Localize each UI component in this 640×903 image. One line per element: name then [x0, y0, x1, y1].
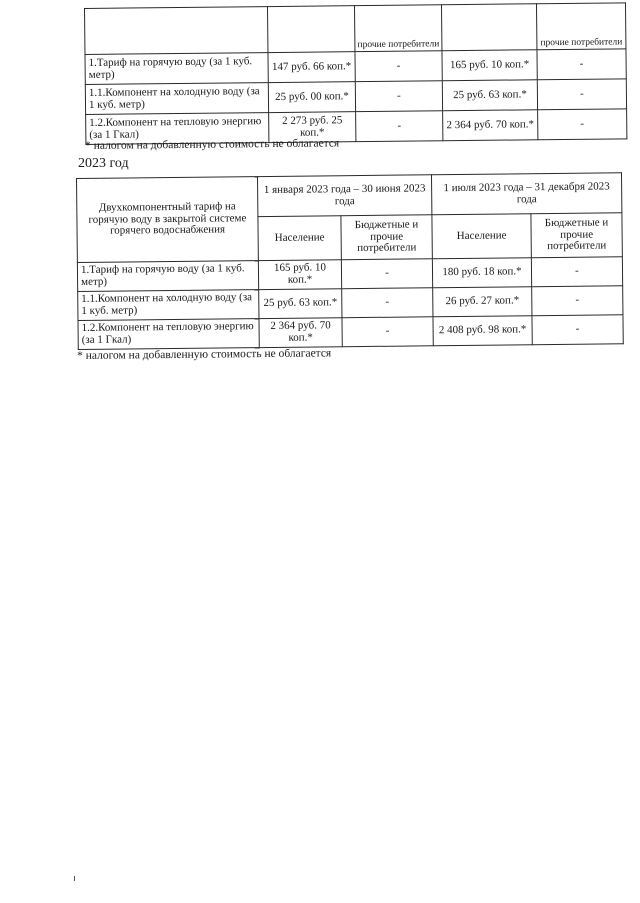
vat-footnote: * налогом на добавленную стоимость не облагается: [85, 137, 340, 152]
period-header: 1 января 2023 года – 30 июня 2023 года: [257, 175, 431, 217]
tariff-value: 2 364 руб. 70 коп.*: [259, 318, 342, 348]
population-header: Население: [258, 216, 341, 261]
header-cell: прочие потребители: [536, 3, 625, 50]
tariff-value: 25 руб. 00 коп.*: [268, 82, 355, 113]
tariff-value: 25 руб. 63 коп.*: [259, 289, 342, 319]
tariff-value: 180 руб. 18 коп.*: [432, 258, 531, 288]
tariff-value: 2 408 руб. 98 коп.*: [433, 316, 532, 346]
tariff-table-2023: [76, 172, 624, 350]
header-cell: [441, 4, 536, 51]
tariff-value: -: [537, 79, 626, 110]
scan-mark: [74, 876, 75, 881]
tariff-value: 2 273 руб. 25 коп.*: [269, 112, 356, 143]
tariff-value: 26 руб. 27 коп.*: [433, 287, 532, 317]
row-label: 1.Тариф на горячую воду (за 1 куб. метр): [85, 53, 268, 85]
row-label: 1.1.Компонент на холодную воду (за 1 куб. метр): [78, 290, 259, 321]
section-heading: 2023 год: [78, 156, 129, 171]
tariff-value: 2 364 руб. 70 коп.*: [443, 110, 538, 141]
tariff-table-2022: [84, 2, 627, 145]
tariff-value: 25 руб. 63 коп.*: [442, 80, 537, 111]
tariff-value: -: [342, 288, 433, 318]
row-label: 1.2.Компонент на тепловую энергию (за 1 Гкал): [86, 113, 269, 145]
header-cell: [85, 7, 268, 55]
table-row: [78, 315, 623, 350]
tariff-type-header: Двухкомпонентный тариф на горячую воду в закрытой системе горячего водоснабжения: [77, 177, 259, 263]
population-header: Население: [432, 214, 531, 259]
row-label: 1.1.Компонент на холодную воду (за 1 куб. метр): [85, 83, 268, 115]
header-cell: [267, 6, 354, 53]
row-label: 1.2.Компонент на тепловую энергию (за 1 Гкал): [78, 319, 259, 350]
tariff-value: -: [532, 286, 623, 316]
tariff-value: -: [538, 109, 627, 140]
table-header-row: [85, 3, 626, 55]
tariff-value: -: [532, 315, 623, 345]
row-label: 1.Тариф на горячую воду (за 1 куб. метр): [77, 261, 258, 292]
tariff-value: 147 руб. 66 коп.*: [268, 52, 355, 83]
tariff-value: -: [355, 51, 442, 82]
vat-footnote: * налогом на добавленную стоимость не облагается: [77, 347, 332, 362]
tariff-value: -: [355, 81, 442, 112]
tariff-value: -: [356, 111, 443, 142]
header-cell: прочие потребители: [354, 5, 441, 52]
tariff-value: -: [537, 49, 626, 80]
period-header-row: [77, 173, 622, 219]
tariff-value: -: [531, 257, 622, 287]
tariff-value: 165 руб. 10 коп.*: [258, 260, 341, 290]
budget-header: Бюджетные и прочие потребители: [341, 215, 432, 260]
tariff-value: -: [342, 317, 433, 347]
tariff-value: 165 руб. 10 коп.*: [442, 50, 537, 81]
period-header: 1 июля 2023 года – 31 декабря 2023 года: [431, 173, 621, 215]
tariff-value: -: [341, 259, 432, 289]
budget-header: Бюджетные и прочие потребители: [531, 213, 622, 258]
